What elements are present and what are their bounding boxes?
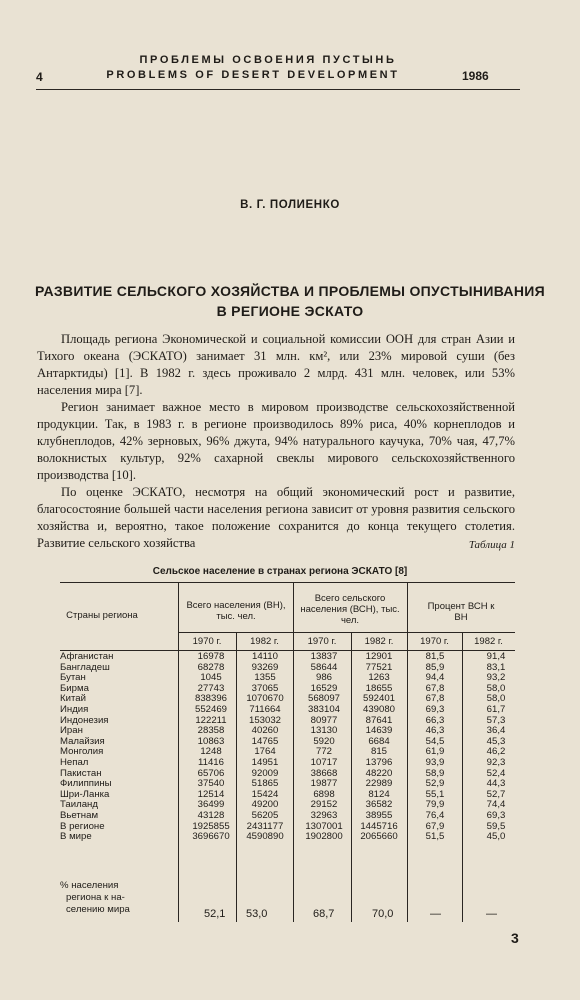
table-cell: 13837 (310, 651, 338, 662)
article-author: В. Г. ПОЛИЕНКО (240, 199, 340, 211)
row-country-name: Индонезия (60, 714, 109, 726)
table-cell: 93,2 (486, 672, 506, 684)
table-cell: 79,9 (425, 799, 445, 811)
folio-number: 3 (511, 930, 519, 946)
table-cell: 986 (315, 672, 332, 684)
table-cell: 16529 (310, 682, 338, 694)
table-cell: 552469 (194, 703, 227, 715)
row-country-name: В регионе (60, 820, 105, 832)
table-row (60, 694, 520, 705)
table-cell: 1307001 (305, 820, 343, 832)
table-cell: 3696670 (192, 831, 230, 843)
table-row (60, 705, 520, 716)
table-cell: 10717 (310, 756, 338, 768)
table-cell: 80977 (310, 714, 338, 726)
table-cell: 57,3 (486, 714, 506, 726)
table-cell: 94,4 (425, 672, 445, 684)
table-cell: 55,1 (425, 788, 445, 800)
table-row (60, 811, 520, 822)
page-number: 4 (36, 70, 43, 84)
row-label-line: региона к на- (66, 892, 125, 903)
table-cell: 74,4 (486, 799, 506, 811)
table-cell: 32963 (310, 809, 338, 821)
table-cell: 1045 (200, 672, 222, 684)
table-cell: 4590890 (246, 831, 284, 843)
table-cell: 61,9 (425, 746, 445, 758)
table-cell: 1248 (200, 746, 222, 758)
table-cell: 65706 (197, 767, 225, 779)
table-cell: — (486, 908, 497, 920)
row-country-name: Малайзия (60, 735, 105, 747)
table-cell: 77521 (365, 661, 393, 673)
col-header-country: Страны региона (66, 610, 138, 621)
table-cell: 36582 (365, 799, 393, 811)
table-cell: 91,4 (486, 651, 506, 662)
row-label-line: % населения (60, 880, 119, 891)
table-cell: 27743 (197, 682, 225, 694)
col-year: 1970 г. (307, 636, 337, 647)
journal-title-ru: ПРОБЛЕМЫ ОСВОЕНИЯ ПУСТЫНЬ (139, 54, 397, 66)
table-cell: 51,5 (425, 831, 445, 843)
table-cell: 69,3 (486, 809, 506, 821)
table-row (60, 684, 520, 695)
table-cell: 66,3 (425, 714, 445, 726)
table-subheader-rule (60, 650, 515, 651)
table-cell: 1925855 (192, 820, 230, 832)
table-cell: 40260 (251, 725, 279, 737)
table-cell: 67,9 (425, 820, 445, 832)
table-cell: 8124 (368, 788, 390, 800)
table-cell: 14110 (252, 651, 278, 662)
table-cell: 56205 (251, 809, 279, 821)
table-cell: 22989 (365, 778, 393, 790)
table-cell: 36499 (197, 799, 225, 811)
table-cell: 70,0 (372, 908, 394, 920)
table-cell: 19877 (310, 778, 338, 790)
col-year: 1982 г. (474, 636, 503, 647)
row-country-name: Бирма (60, 682, 89, 694)
col-year: 1982 г. (364, 636, 394, 647)
table-row (60, 652, 520, 663)
table-cell: 38955 (365, 809, 393, 821)
row-country-name: Монголия (60, 746, 104, 758)
table-cell: 44,3 (486, 778, 506, 790)
col-header-total: Всего населения (ВН), тыс. чел. (186, 600, 286, 622)
table-cell: 772 (315, 746, 332, 758)
table-row (60, 737, 520, 748)
table-cell: 58644 (310, 661, 338, 673)
table-cell: 93,9 (425, 756, 445, 768)
table-cell: 36,4 (486, 725, 506, 737)
issue-year: 1986 (462, 69, 489, 83)
table-cell: 28358 (197, 725, 225, 737)
col-header-percent: Процент ВСН к ВН (427, 601, 495, 623)
row-country-name: Индия (60, 703, 89, 715)
paragraph: По оценке ЭСКАТО, несмотря на общий экономический рост и развитие, благосостояние большей части населения региона зависит от уровня развития сельского хозяйства и, вероятно, такое положение сохранится до конца текущего столетия. Развитие сельского хозяйства (37, 485, 515, 550)
row-country-name: Бутан (60, 672, 86, 684)
table-cell: 58,0 (486, 682, 506, 694)
table-cell: 54,5 (425, 735, 445, 747)
table-cell: 15424 (251, 788, 279, 800)
table-cell: 1263 (368, 672, 390, 684)
table-cell: 153032 (248, 714, 281, 726)
table-cell: 6684 (368, 735, 390, 747)
table-cell: 13130 (310, 725, 338, 737)
col-year: 1970 г. (420, 636, 449, 647)
table-row (60, 769, 520, 780)
table-cell: 14639 (365, 725, 393, 737)
table-cell: 16978 (197, 651, 225, 662)
table-cell: 81,5 (425, 651, 445, 662)
table-cell: 1070670 (246, 693, 284, 705)
row-country-name: Вьетнам (60, 809, 99, 821)
row-country-name: Афганистан (60, 651, 114, 662)
table-cell: 1355 (254, 672, 276, 684)
table-cell: 52,1 (204, 908, 226, 920)
table-cell: 92,3 (486, 756, 506, 768)
table-cell: 59,5 (486, 820, 506, 832)
paragraph: Площадь региона Экономической и социальной комиссии ООН для стран Азии и Тихого океана (ЭСКАТО) занимает 31 млн. км², или 23% мировой суши (без Антарктиды) [1]. В 1982 г. здесь проживало 2 млрд. 431 млн. человек, или 53% населения мира [7]. (37, 332, 515, 397)
table-top-rule (60, 582, 515, 583)
table-cell: 52,7 (486, 788, 506, 800)
table-cell: 37540 (197, 778, 225, 790)
table-cell: 14951 (251, 756, 279, 768)
table-cell: 37065 (251, 682, 279, 694)
table-cell: 1445716 (360, 820, 398, 832)
table-row (60, 726, 520, 737)
table-row (60, 673, 520, 684)
table-cell: 58,9 (425, 767, 445, 779)
table-row (60, 716, 520, 727)
table-cell: 46,3 (425, 725, 445, 737)
table-body (60, 652, 520, 843)
journal-title-en: PROBLEMS OF DESERT DEVELOPMENT (106, 69, 400, 81)
table-cell: 122211 (195, 714, 227, 726)
table-cell: 439080 (362, 703, 395, 715)
table-row (60, 800, 520, 811)
table-cell: 45,3 (486, 735, 506, 747)
table-cell: 85,9 (425, 661, 445, 673)
table-row (60, 790, 520, 801)
table-cell: 87641 (365, 714, 393, 726)
table-cell: — (430, 908, 441, 920)
table-cell: 53,0 (246, 908, 268, 920)
table-cell: 29152 (310, 799, 338, 811)
table-cell: 10863 (197, 735, 225, 747)
table-cell: 48220 (365, 767, 393, 779)
table-title: Сельское население в странах региона ЭСКАТО [8] (152, 566, 408, 577)
table-cell: 592401 (362, 693, 395, 705)
table-row (60, 832, 520, 843)
table-cell: 76,4 (425, 809, 445, 821)
row-country-name: Таиланд (60, 799, 98, 811)
table-cell: 43128 (197, 809, 225, 821)
table-cell: 45,0 (486, 831, 506, 843)
table-cell: 83,1 (486, 661, 506, 673)
col-year: 1982 г. (250, 636, 279, 647)
table-cell: 12901 (365, 651, 393, 662)
table-cell: 12514 (197, 788, 225, 800)
article-title: РАЗВИТИЕ СЕЛЬСКОГО ХОЗЯЙСТВА И ПРОБЛЕМЫ ОПУСТЫНИВАНИЯ В РЕГИОНЕ ЭСКАТО (35, 283, 545, 319)
table-cell: 67,8 (425, 682, 445, 694)
table-cell: 49200 (251, 799, 279, 811)
table-cell: 1764 (254, 746, 276, 758)
table-label: Таблица 1 (468, 539, 515, 551)
row-country-name: В мире (60, 831, 92, 843)
col-year: 1970 г. (192, 636, 222, 647)
row-country-name: Бангладеш (60, 661, 110, 673)
table-cell: 711664 (249, 703, 281, 715)
table-cell: 815 (370, 746, 387, 758)
table-header-rule (178, 632, 515, 633)
table-row (60, 822, 520, 833)
row-label-line: селению мира (66, 904, 130, 915)
row-country-name: Китай (60, 693, 86, 705)
row-country-name: Иран (60, 725, 83, 737)
row-country-name: Шри-Ланка (60, 788, 110, 800)
table-cell: 38668 (310, 767, 338, 779)
table-cell: 52,4 (486, 767, 506, 779)
header-rule (36, 89, 520, 90)
table-cell: 18655 (365, 682, 393, 694)
table-cell: 51865 (251, 778, 279, 790)
table-cell: 2431177 (246, 820, 284, 832)
row-country-name: Непал (60, 756, 89, 768)
col-header-rural: Всего сельского населения (ВСН), тыс. чел. (300, 593, 400, 626)
table-cell: 6898 (313, 788, 335, 800)
table-cell: 568097 (307, 693, 340, 705)
table-cell: 5920 (313, 735, 335, 747)
paragraph: Регион занимает важное место в мировом производстве сельскохозяйственной продукции. Так, в 1983 г. в регионе производилось 89% риса, 40% корнеплодов и клубнеплодов, 42% зерновых, 96% джута, 94% натурального каучука, 70% чая, 47,7% волокнистых культур, 92% сахарной свеклы мирового сельскохозяйственного производства [10]. (37, 400, 515, 482)
table-cell: 58,0 (486, 693, 506, 705)
table-cell: 69,3 (425, 703, 445, 715)
table-cell: 52,9 (425, 778, 445, 790)
table-cell: 13796 (365, 756, 393, 768)
article-body (37, 331, 515, 552)
table-cell: 383104 (307, 703, 340, 715)
table-cell: 67,8 (425, 693, 445, 705)
row-country-name: Филиппины (60, 778, 112, 790)
table-row (60, 747, 520, 758)
row-country-name: Пакистан (60, 767, 102, 779)
table-cell: 61,7 (486, 703, 506, 715)
table-cell: 838396 (194, 693, 227, 705)
table-row-share (60, 880, 520, 920)
table-cell: 92009 (251, 767, 279, 779)
table-cell: 68,7 (313, 908, 335, 920)
table-cell: 11416 (198, 756, 224, 768)
table-cell: 46,2 (486, 746, 506, 758)
table-row (60, 758, 520, 769)
table-row (60, 663, 520, 674)
table-cell: 93269 (251, 661, 279, 673)
table-cell: 14765 (251, 735, 279, 747)
table-cell: 1902800 (305, 831, 343, 843)
table-cell: 2065660 (360, 831, 398, 843)
table-row (60, 779, 520, 790)
table-cell: 68278 (197, 661, 225, 673)
